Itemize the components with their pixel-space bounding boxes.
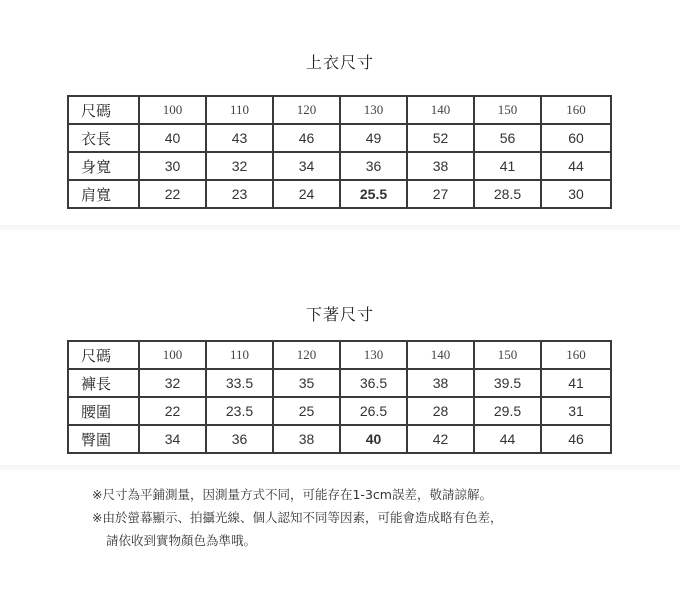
- row-label: 褲長: [68, 369, 139, 397]
- table-cell: 140: [407, 96, 474, 124]
- table-cell: 38: [407, 369, 474, 397]
- table-cell: 32: [206, 152, 273, 180]
- table-cell: 35: [273, 369, 340, 397]
- table-cell: 130: [340, 341, 407, 369]
- table-cell: 33.5: [206, 369, 273, 397]
- table-cell: 34: [139, 425, 206, 453]
- row-label: 尺碼: [68, 341, 139, 369]
- note-color-continued: 請依收到實物顏色為準哦。: [106, 533, 257, 548]
- table-cell: 27: [407, 180, 474, 208]
- table-cell: 41: [474, 152, 541, 180]
- table-cell: 140: [407, 341, 474, 369]
- table-cell: 60: [541, 124, 611, 152]
- table-cell: 25.5: [340, 180, 407, 208]
- table-cell: 150: [474, 96, 541, 124]
- row-label: 身寬: [68, 152, 139, 180]
- top-table-title: 上衣尺寸: [305, 53, 374, 72]
- table-cell: 22: [139, 397, 206, 425]
- table-cell: 23: [206, 180, 273, 208]
- table-cell: 110: [206, 341, 273, 369]
- table-cell: 22: [139, 180, 206, 208]
- table-cell: 40: [340, 425, 407, 453]
- table-cell: 42: [407, 425, 474, 453]
- table-cell: 110: [206, 96, 273, 124]
- table-cell: 150: [474, 341, 541, 369]
- table-cell: 28.5: [474, 180, 541, 208]
- table-cell: 43: [206, 124, 273, 152]
- table-cell: 120: [273, 96, 340, 124]
- table-cell: 36.5: [340, 369, 407, 397]
- table-cell: 56: [474, 124, 541, 152]
- bottom-table-title: 下著尺寸: [305, 305, 374, 324]
- table-cell: 40: [139, 124, 206, 152]
- note-color: ※由於螢幕顯示、拍攝光線、個人認知不同等因素，可能會造成略有色差，: [92, 510, 503, 525]
- table-cell: 120: [273, 341, 340, 369]
- table-cell: 34: [273, 152, 340, 180]
- table-cell: 30: [541, 180, 611, 208]
- table-cell: 46: [541, 425, 611, 453]
- table-cell: 44: [474, 425, 541, 453]
- table-cell: 30: [139, 152, 206, 180]
- table-cell: 160: [541, 96, 611, 124]
- table-cell: 28: [407, 397, 474, 425]
- row-label: 腰圍: [68, 397, 139, 425]
- table-cell: 160: [541, 341, 611, 369]
- top-size-table: [67, 95, 612, 209]
- notes-block: [92, 483, 502, 552]
- table-row: [68, 369, 611, 397]
- table-cell: 39.5: [474, 369, 541, 397]
- table-cell: 52: [407, 124, 474, 152]
- table-row: [68, 341, 611, 369]
- row-label: 臀圍: [68, 425, 139, 453]
- table-cell: 23.5: [206, 397, 273, 425]
- table-cell: 26.5: [340, 397, 407, 425]
- table-cell: 29.5: [474, 397, 541, 425]
- table-row: [68, 152, 611, 180]
- table-cell: 100: [139, 341, 206, 369]
- row-label: 肩寬: [68, 180, 139, 208]
- table-cell: 36: [340, 152, 407, 180]
- table-cell: 31: [541, 397, 611, 425]
- table-row: [68, 397, 611, 425]
- table-cell: 100: [139, 96, 206, 124]
- table-cell: 36: [206, 425, 273, 453]
- table-row: [68, 96, 611, 124]
- table-row: [68, 180, 611, 208]
- table-row: [68, 425, 611, 453]
- row-label: 衣長: [68, 124, 139, 152]
- table-cell: 41: [541, 369, 611, 397]
- table-shadow: [0, 465, 680, 473]
- table-cell: 49: [340, 124, 407, 152]
- table-cell: 32: [139, 369, 206, 397]
- table-cell: 25: [273, 397, 340, 425]
- table-cell: 130: [340, 96, 407, 124]
- note-measurement: ※尺寸為平鋪測量，因測量方式不同，可能存在1-3cm誤差，敬請諒解。: [92, 487, 492, 502]
- table-cell: 46: [273, 124, 340, 152]
- table-cell: 38: [273, 425, 340, 453]
- bottom-size-table: [67, 340, 612, 454]
- table-cell: 24: [273, 180, 340, 208]
- table-cell: 38: [407, 152, 474, 180]
- table-row: [68, 124, 611, 152]
- table-cell: 44: [541, 152, 611, 180]
- table-shadow: [0, 225, 680, 233]
- row-label: 尺碼: [68, 96, 139, 124]
